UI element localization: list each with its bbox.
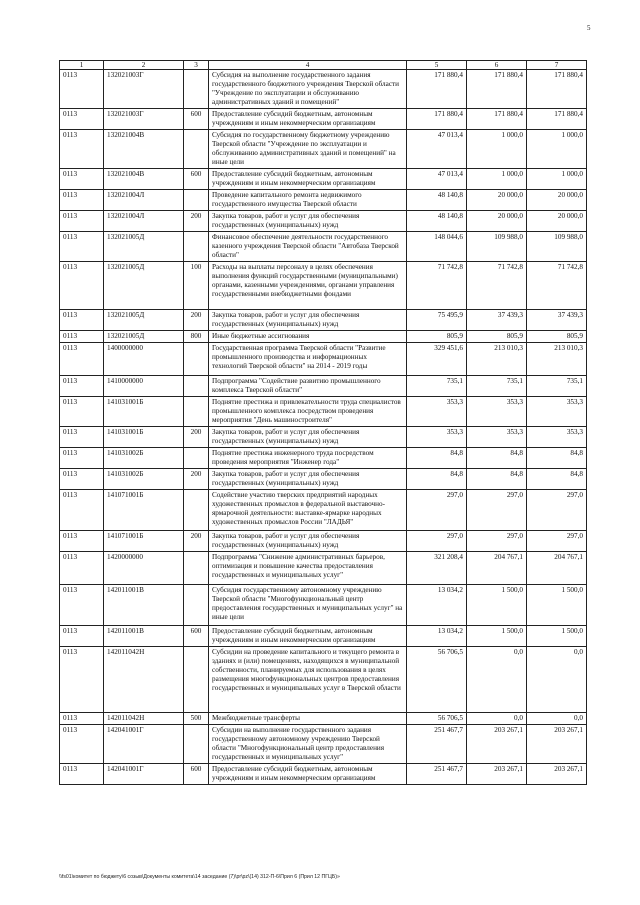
expense-type-cell [184,647,209,713]
expense-type-cell: 500 [184,713,209,725]
amount-year3-cell: 1 000,0 [527,130,587,169]
amount-year2-cell: 735,1 [467,376,527,397]
section-code-cell: 0113 [60,713,104,725]
table-row [60,469,587,490]
amount-year1-cell: 13 034,2 [407,626,467,647]
header-cell: 7 [527,61,587,70]
expense-type-cell: 100 [184,262,209,310]
section-code-cell: 0113 [60,725,104,764]
amount-year1-cell: 735,1 [407,376,467,397]
table-row [60,725,587,764]
expense-type-cell: 600 [184,169,209,190]
target-article-cell: 132021004Л [104,211,184,232]
amount-year3-cell: 805,9 [527,331,587,343]
amount-year2-cell: 171 880,4 [467,70,527,109]
amount-year3-cell: 171 880,4 [527,109,587,130]
target-article-cell: 141031002Б [104,448,184,469]
table-row [60,585,587,626]
table-row [60,397,587,427]
header-cell: 3 [184,61,209,70]
amount-year3-cell: 353,3 [527,397,587,427]
amount-year3-cell: 1 000,0 [527,169,587,190]
amount-year3-cell: 20 000,0 [527,190,587,211]
description-cell: Субсидии на проведение капитального и текущего ремонта в зданиях и (или) помещениях, находящихся в муниципальной собственности, планируемых для использования в целях размещения многофункциональных центров предоставления государственных и муниципальных услуг в Тверской области [209,647,407,713]
section-code-cell: 0113 [60,109,104,130]
expense-type-cell [184,448,209,469]
amount-year1-cell: 148 044,6 [407,232,467,262]
description-cell: Закупка товаров, работ и услуг для обеспечения государственных (муниципальных) нужд [209,310,407,331]
target-article-cell: 132021005Д [104,331,184,343]
section-code-cell: 0113 [60,262,104,310]
header-cell: 5 [407,61,467,70]
amount-year3-cell: 353,3 [527,427,587,448]
amount-year1-cell: 297,0 [407,490,467,531]
target-article-cell: 142011042Н [104,647,184,713]
expense-type-cell: 800 [184,331,209,343]
description-cell: Предоставление субсидий бюджетным, автономным учреждениям и иным некоммерческим организациям [209,109,407,130]
amount-year1-cell: 13 034,2 [407,585,467,626]
amount-year3-cell: 735,1 [527,376,587,397]
target-article-cell: 141031002Б [104,469,184,490]
amount-year2-cell: 0,0 [467,647,527,713]
amount-year1-cell: 75 495,9 [407,310,467,331]
amount-year1-cell: 353,3 [407,397,467,427]
description-cell: Предоставление субсидий бюджетным, автономным учреждениям и иным некоммерческим организациям [209,626,407,647]
table-row [60,713,587,725]
table-row [60,647,587,713]
description-cell: Иные бюджетные ассигнования [209,331,407,343]
table-row [60,190,587,211]
expense-type-cell [184,376,209,397]
expense-type-cell [184,585,209,626]
description-cell: Финансовое обеспечение деятельности государственного казенного учреждения Тверской области "Автобаза Тверской области" [209,232,407,262]
target-article-cell: 142011001В [104,626,184,647]
amount-year3-cell: 203 267,1 [527,725,587,764]
amount-year1-cell: 251 467,7 [407,725,467,764]
page-number: 5 [587,24,591,32]
table-row [60,232,587,262]
amount-year2-cell: 1 000,0 [467,130,527,169]
amount-year3-cell: 297,0 [527,531,587,552]
expense-type-cell: 200 [184,211,209,232]
description-cell: Субсидии на выполнение государственного задания государственному автономному учреждению Тверской области "Многофункциональный центр предоставления государственных и муниципальных услуг" [209,725,407,764]
section-code-cell: 0113 [60,552,104,585]
amount-year2-cell: 1 500,0 [467,585,527,626]
target-article-cell: 1420000000 [104,552,184,585]
amount-year2-cell: 297,0 [467,490,527,531]
amount-year3-cell: 203 267,1 [527,764,587,785]
target-article-cell: 141031001Б [104,397,184,427]
description-cell: Закупка товаров, работ и услуг для обеспечения государственных (муниципальных) нужд [209,427,407,448]
amount-year1-cell: 251 467,7 [407,764,467,785]
table-row [60,448,587,469]
expense-type-cell: 200 [184,531,209,552]
section-code-cell: 0113 [60,343,104,376]
section-code-cell: 0113 [60,169,104,190]
table-row [60,343,587,376]
section-code-cell: 0113 [60,448,104,469]
description-cell: Содействие участию тверских предприятий народных художественных промыслов в федеральной выставочно-ярмарочной деятельности: выставке-ярмарке народных художественных промыслов России "ЛАДЬЯ" [209,490,407,531]
amount-year3-cell: 171 880,4 [527,70,587,109]
amount-year3-cell: 71 742,8 [527,262,587,310]
amount-year1-cell: 56 706,5 [407,713,467,725]
amount-year1-cell: 171 880,4 [407,109,467,130]
expense-type-cell: 200 [184,427,209,448]
target-article-cell: 132021003Г [104,70,184,109]
amount-year3-cell: 37 439,3 [527,310,587,331]
header-cell: 1 [60,61,104,70]
amount-year2-cell: 71 742,8 [467,262,527,310]
amount-year1-cell: 329 451,6 [407,343,467,376]
target-article-cell: 132021005Д [104,310,184,331]
target-article-cell: 132021004Л [104,190,184,211]
table-row [60,310,587,331]
target-article-cell: 141071001Б [104,531,184,552]
expense-type-cell: 600 [184,109,209,130]
amount-year1-cell: 353,3 [407,427,467,448]
section-code-cell: 0113 [60,490,104,531]
description-cell: Субсидия по государственному бюджетному учреждению Тверской области "Учреждение по эксплуатации и обслуживанию административных зданий и помещений" на иные цели [209,130,407,169]
section-code-cell: 0113 [60,585,104,626]
amount-year2-cell: 84,8 [467,448,527,469]
amount-year2-cell: 353,3 [467,397,527,427]
expense-type-cell: 200 [184,469,209,490]
table-row [60,376,587,397]
description-cell: Закупка товаров, работ и услуг для обеспечения государственных (муниципальных) нужд [209,531,407,552]
expense-type-cell [184,552,209,585]
target-article-cell: 142041001Г [104,764,184,785]
description-cell: Предоставление субсидий бюджетным, автономным учреждениям и иным некоммерческим организациям [209,764,407,785]
table-row [60,764,587,785]
section-code-cell: 0113 [60,647,104,713]
amount-year2-cell: 109 988,0 [467,232,527,262]
amount-year1-cell: 48 140,8 [407,190,467,211]
section-code-cell: 0113 [60,70,104,109]
target-article-cell: 132021005Д [104,262,184,310]
target-article-cell: 1410000000 [104,376,184,397]
description-cell: Проведение капитального ремонта недвижимого государственного имущества Тверской области [209,190,407,211]
table-row [60,211,587,232]
table-row [60,109,587,130]
section-code-cell: 0113 [60,190,104,211]
section-code-cell: 0113 [60,376,104,397]
amount-year2-cell: 1 000,0 [467,169,527,190]
amount-year2-cell: 203 267,1 [467,725,527,764]
expense-type-cell [184,725,209,764]
expense-type-cell: 600 [184,764,209,785]
amount-year3-cell: 204 767,1 [527,552,587,585]
header-cell: 4 [209,61,407,70]
section-code-cell: 0113 [60,232,104,262]
amount-year2-cell: 84,8 [467,469,527,490]
amount-year1-cell: 84,8 [407,448,467,469]
expense-type-cell [184,70,209,109]
table-row [60,427,587,448]
header-cell: 6 [467,61,527,70]
amount-year3-cell: 84,8 [527,448,587,469]
amount-year1-cell: 171 880,4 [407,70,467,109]
section-code-cell: 0113 [60,310,104,331]
amount-year2-cell: 20 000,0 [467,211,527,232]
amount-year1-cell: 48 140,8 [407,211,467,232]
table-header-row [60,61,587,70]
section-code-cell: 0113 [60,331,104,343]
target-article-cell: 141031001Б [104,427,184,448]
section-code-cell: 0113 [60,764,104,785]
amount-year1-cell: 805,9 [407,331,467,343]
footer-file-path: \\fs01\комитет по бюджету\6 созыв\Документы комитета\14 заседание (7)\pr\pz\(14) 312-П-6\Прил 6 (Прил 12 ПГЦБ)» [59,874,340,880]
description-cell: Подпрограмма "Снижение административных барьеров, оптимизация и повышение качества предоставления государственных и муниципальных услуг" [209,552,407,585]
amount-year3-cell: 84,8 [527,469,587,490]
amount-year3-cell: 213 010,3 [527,343,587,376]
description-cell: Подпрограмма "Содействие развитию промышленного комплекса Тверской области" [209,376,407,397]
amount-year2-cell: 353,3 [467,427,527,448]
table-row [60,626,587,647]
expense-type-cell: 200 [184,310,209,331]
amount-year2-cell: 1 500,0 [467,626,527,647]
amount-year2-cell: 0,0 [467,713,527,725]
description-cell: Субсидия государственному автономному учреждению Тверской области "Многофункциональный центр предоставления государственных и муниципальных услуг" на иные цели [209,585,407,626]
amount-year3-cell: 1 500,0 [527,626,587,647]
section-code-cell: 0113 [60,531,104,552]
description-cell: Расходы на выплаты персоналу в целях обеспечения выполнения функций государственными (муниципальными) органами, казенными учреждениями, органами управления государственными внебюджетными фондами [209,262,407,310]
amount-year3-cell: 0,0 [527,647,587,713]
expense-type-cell [184,490,209,531]
amount-year1-cell: 321 208,4 [407,552,467,585]
amount-year1-cell: 56 706,5 [407,647,467,713]
target-article-cell: 132021004В [104,169,184,190]
target-article-cell: 132021005Д [104,232,184,262]
target-article-cell: 142011001В [104,585,184,626]
table-row [60,531,587,552]
amount-year3-cell: 20 000,0 [527,211,587,232]
table-row [60,70,587,109]
budget-table [59,60,587,785]
amount-year1-cell: 71 742,8 [407,262,467,310]
amount-year2-cell: 20 000,0 [467,190,527,211]
target-article-cell: 1400000000 [104,343,184,376]
description-cell: Предоставление субсидий бюджетным, автономным учреждениям и иным некоммерческим организациям [209,169,407,190]
amount-year1-cell: 297,0 [407,531,467,552]
target-article-cell: 141071001Б [104,490,184,531]
description-cell: Государственная программа Тверской области "Развитие промышленного производства и информационных технологий Тверской области" на 2014 - 2019 годы [209,343,407,376]
section-code-cell: 0113 [60,397,104,427]
amount-year3-cell: 297,0 [527,490,587,531]
table-row [60,331,587,343]
amount-year2-cell: 171 880,4 [467,109,527,130]
amount-year1-cell: 47 013,4 [407,169,467,190]
description-cell: Закупка товаров, работ и услуг для обеспечения государственных (муниципальных) нужд [209,211,407,232]
section-code-cell: 0113 [60,469,104,490]
section-code-cell: 0113 [60,130,104,169]
table-row [60,262,587,310]
target-article-cell: 132021003Г [104,109,184,130]
section-code-cell: 0113 [60,626,104,647]
expense-type-cell: 600 [184,626,209,647]
description-cell: Межбюджетные трансферты [209,713,407,725]
target-article-cell: 132021004В [104,130,184,169]
description-cell: Закупка товаров, работ и услуг для обеспечения государственных (муниципальных) нужд [209,469,407,490]
expense-type-cell [184,397,209,427]
target-article-cell: 142011042Н [104,713,184,725]
amount-year2-cell: 297,0 [467,531,527,552]
description-cell: Поднятие престижа инженерного труда посредством проведения мероприятия "Инженер года" [209,448,407,469]
amount-year2-cell: 204 767,1 [467,552,527,585]
amount-year3-cell: 109 988,0 [527,232,587,262]
expense-type-cell [184,343,209,376]
amount-year2-cell: 805,9 [467,331,527,343]
target-article-cell: 142041001Г [104,725,184,764]
amount-year3-cell: 0,0 [527,713,587,725]
table-row [60,552,587,585]
table-row [60,169,587,190]
expense-type-cell [184,130,209,169]
expense-type-cell [184,232,209,262]
description-cell: Субсидия на выполнение государственного задания государственного бюджетного учреждения Тверской области "Учреждение по эксплуатации и обслуживанию административных зданий и помещений" [209,70,407,109]
section-code-cell: 0113 [60,427,104,448]
amount-year3-cell: 1 500,0 [527,585,587,626]
amount-year2-cell: 203 267,1 [467,764,527,785]
amount-year1-cell: 84,8 [407,469,467,490]
expense-type-cell [184,190,209,211]
section-code-cell: 0113 [60,211,104,232]
table-row [60,490,587,531]
description-cell: Поднятие престижа и привлекательности труда специалистов промышленного комплекса посредством проведения мероприятия "День машиностроителя" [209,397,407,427]
amount-year2-cell: 213 010,3 [467,343,527,376]
header-cell: 2 [104,61,184,70]
table-row [60,130,587,169]
amount-year2-cell: 37 439,3 [467,310,527,331]
amount-year1-cell: 47 013,4 [407,130,467,169]
